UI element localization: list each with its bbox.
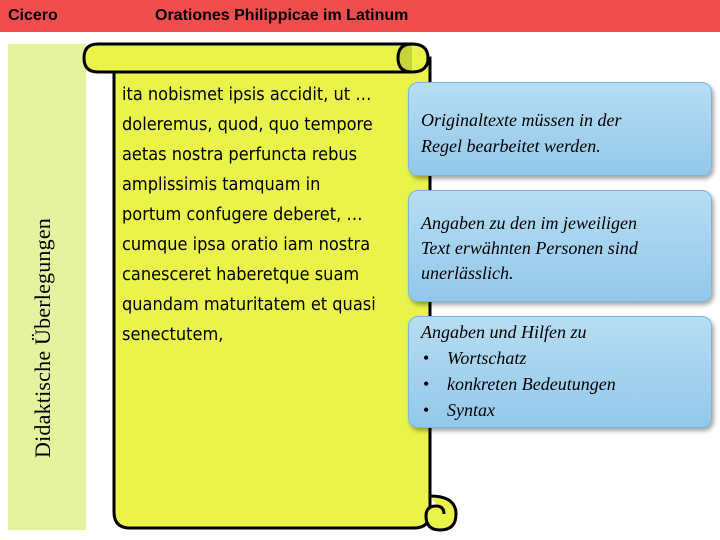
slide-title: Orationes Philippicae im Latinum (155, 7, 409, 24)
aids-list (421, 345, 711, 423)
callout-line: Text erwähnten Personen sind (421, 238, 638, 258)
callout-line: unerlässlich. (421, 263, 514, 283)
list-item: • Syntax (421, 397, 711, 423)
callout-heading: Angaben und Hilfen zu (421, 322, 587, 342)
latin-line: cumque ipsa oratio iam nostra (122, 234, 371, 255)
latin-text (122, 80, 422, 350)
callout-persons (408, 190, 712, 302)
latin-line: amplissimis tamquam in (122, 174, 321, 195)
header-author: Cicero (8, 7, 58, 24)
callout-line: Angaben zu den im jeweiligen (421, 213, 637, 233)
vertical-section-title: Didaktische Überlegungen (30, 217, 55, 458)
callout-aids (408, 316, 712, 428)
list-item: • konkreten Bedeutungen (421, 371, 711, 397)
latin-line: aetas nostra perfuncta rebus (122, 144, 358, 165)
latin-line: doleremus, quod, quo tempore (122, 114, 373, 135)
latin-line: quandam maturitatem et quasi (122, 294, 376, 315)
latin-line: canesceret haberetque suam (122, 264, 360, 285)
latin-line: portum confugere deberet, … (122, 204, 363, 225)
callout-line: Originaltexte müssen in der (421, 110, 622, 130)
callout-line: Regel bearbeitet werden. (421, 136, 601, 156)
latin-line: senectutem, (122, 324, 224, 345)
list-item: • Wortschatz (421, 345, 711, 371)
latin-line: ita nobismet ipsis accidit, ut … (122, 84, 372, 105)
callout-original-texts (408, 82, 712, 176)
